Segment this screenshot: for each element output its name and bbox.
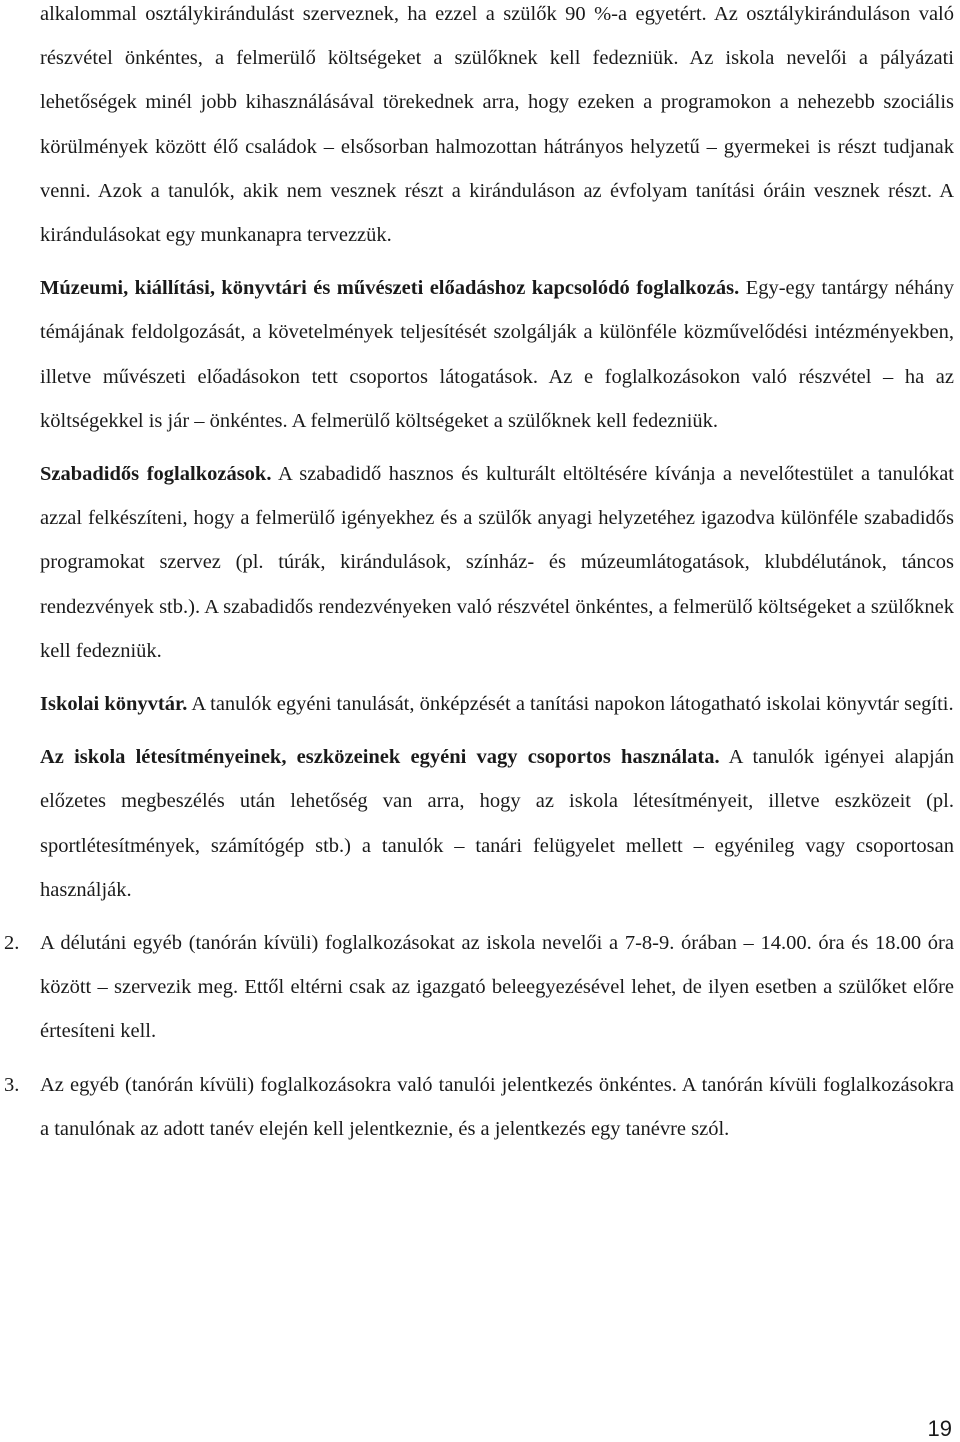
item-text: Az egyéb (tanórán kívüli) foglalkozásokra való tanulói jelentkezés önkéntes. A tanórán kívüli foglalkozásokra a tanulónak az adott tanév elején kell jelentkeznie, és a jelentkezés egy tanévre szól. <box>40 1073 954 1140</box>
item-number: 2. <box>4 932 20 955</box>
section-leisure-text: A szabadidő hasznos és kulturált eltöltésére kívánja a nevelőtestület a tanulókat azzal felkészíteni, hogy a felmerülő igényekhez és a szülők anyagi helyzetéhez igazodva különféle szabadidős programokat szervez (pl. túrák, kirándulások, színház- és múzeumlátogatások, klubdélutánok, táncos rendezvények stb.). A szabadidős rendezvényeken való részvétel önkéntes, a felmerülő költségeket a szülőknek kell fedezniük. <box>40 463 954 662</box>
section-facilities-heading: Az iskola létesítményeinek, eszközeinek egyéni vagy csoportos használata. <box>40 746 720 769</box>
section-leisure-heading: Szabadidős foglalkozások. <box>40 463 272 486</box>
section-library <box>40 682 954 726</box>
section-leisure <box>40 452 954 673</box>
section-museum-heading: Múzeumi, kiállítási, könyvtári és művészeti előadáshoz kapcsolódó foglalkozás. <box>40 277 740 300</box>
section-facilities <box>40 735 954 912</box>
section-library-text: A tanulók egyéni tanulását, önképzését a tanítási napokon látogatható iskolai könyvtár segíti. <box>187 693 954 716</box>
section-library-heading: Iskolai könyvtár. <box>40 693 188 716</box>
section-facilities-text: A tanulók igényei alapján előzetes megbeszélés után lehetőség van arra, hogy az iskola létesítményeit, illetve eszközeit (pl. sportlétesítmények, számítógép stb.) a tanulók – tanári felügyelet mellett – egyénileg vagy csoportosan használják. <box>40 746 954 901</box>
section-museum-text: Egy-egy tantárgy néhány témájának feldolgozását, a követelmények teljesítését szolgálják a különféle közművelődési intézményekben, illetve művészeti előadásokon tett csoportos látogatások. Az e foglalkozásokon való részvétel – ha az költségekkel is jár – önkéntes. A felmerülő költségeket a szülőknek kell fedezniük. <box>40 277 954 432</box>
item-number: 3. <box>4 1073 20 1096</box>
numbered-item <box>4 1063 954 1151</box>
intro-paragraph: alkalommal osztálykirándulást szerveznek, ha ezzel a szülők 90 %-a egyetért. Az osztálykiránduláson való részvétel önkéntes, a felmerülő költségeket a szülőknek kell fedezniük. Az iskola nevelői a pályázati lehetőségek minél jobb kihasználásával törekednek arra, hogy ezeken a programokon a nehezebb szociális körülmények között élő családok – elsősorban halmozottan hátrányos helyzetű – gyermekei is részt tudjanak venni. Azok a tanulók, akik nem vesznek részt a kiránduláson az évfolyam tanítási óráin vesznek részt. A kirándulásokat egy munkanapra tervezzük. <box>40 3 954 247</box>
section-museum <box>40 266 954 443</box>
numbered-item <box>4 921 954 1054</box>
item-text: A délutáni egyéb (tanórán kívüli) foglalkozásokat az iskola nevelői a 7-8-9. órában – 14.00. óra és 18.00 óra között – szervezik meg. Ettől eltérni csak az igazgató beleegyezésével lehet, de ilyen esetben a szülőket előre értesíteni kell. <box>40 932 954 1043</box>
document-page <box>4 0 954 1151</box>
page-number: 19 <box>927 1416 952 1441</box>
